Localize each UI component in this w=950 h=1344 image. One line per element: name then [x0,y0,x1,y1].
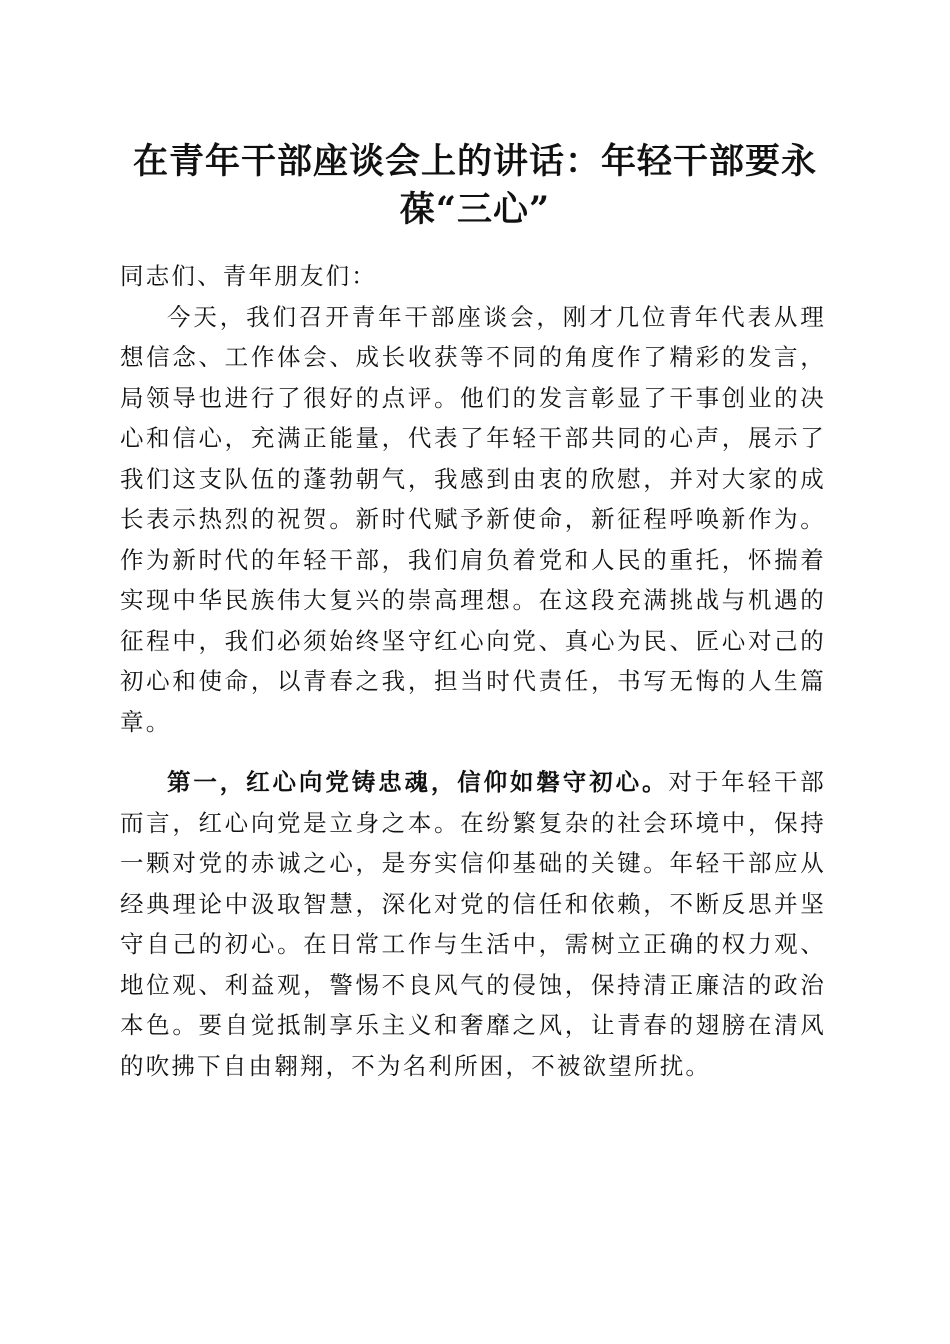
paragraph-first-point-text: 对于年轻干部而言，红心向党是立身之本。在纷繁复杂的社会环境中，保持一颗对党的赤诚之心，是夯实信仰基础的关键。年轻干部应从经典理论中汲取智慧，深化对党的信任和依赖，不断反思并坚守自己的初心。在日常工作与生活中，需树立正确的权力观、地位观、利益观，警惕不良风气的侵蚀，保持清正廉洁的政治本色。要自觉抵制享乐主义和奢靡之风，让青春的翅膀在清风的吹拂下自由翱翔，不为名利所困，不被欲望所扰。 [120,768,826,1080]
paragraph-intro-text: 今天，我们召开青年干部座谈会，刚才几位青年代表从理想信念、工作体会、成长收获等不同的角度作了精彩的发言，局领导也进行了很好的点评。他们的发言彰显了干事创业的决心和信心，充满正能量，代表了年轻干部共同的心声，展示了我们这支队伍的蓬勃朝气，我感到由衷的欣慰，并对大家的成长表示热烈的祝贺。新时代赋予新使命，新征程呼唤新作为。作为新时代的年轻干部，我们肩负着党和人民的重托，怀揣着实现中华民族伟大复兴的崇高理想。在这段充满挑战与机遇的征程中，我们必须始终坚守红心向党、真心为民、匠心对己的初心和使命，以青春之我，担当时代责任，书写无悔的人生篇章。 [120,302,826,736]
document-body [120,256,826,1086]
document-title: 在青年干部座谈会上的讲话：年轻干部要永葆“三心” [132,141,817,230]
paragraph-first-point-heading: 第一，红心向党铸忠魂，信仰如磐守初心。 [167,768,669,796]
paragraph-intro [120,297,826,743]
salutation: 同志们、青年朋友们： [120,262,377,290]
paragraph-first-point [120,762,826,1086]
